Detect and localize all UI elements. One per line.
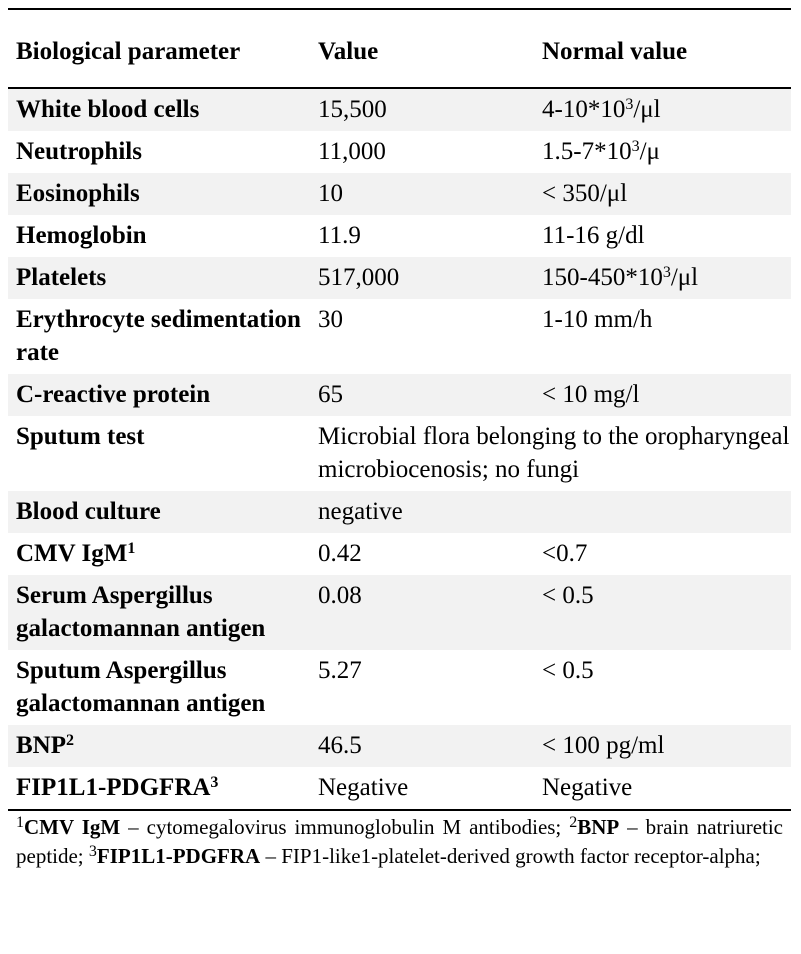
header-normal-value: Normal value	[542, 38, 688, 65]
parameter-value: Negative	[318, 774, 409, 801]
normal-value: <0.7	[542, 540, 588, 567]
parameter-value: 10	[310, 173, 534, 215]
table-row	[8, 131, 791, 173]
parameter-name	[8, 725, 310, 767]
parameter-name: C-reactive protein	[8, 374, 310, 416]
parameter-value: 15,500	[310, 89, 534, 131]
parameter-value: 30	[318, 306, 343, 333]
parameter-name-text: FIP1L1-PDGFRA	[16, 774, 211, 801]
normal-value: 1-10 mm/h	[542, 306, 653, 333]
table-row	[8, 215, 791, 257]
header-biological-parameter: Biological parameter	[16, 38, 241, 65]
table-row	[8, 533, 791, 575]
parameter-name: Hemoglobin	[16, 222, 147, 249]
footnote-marker: 3	[88, 843, 97, 860]
footnote-text: – cytomegalovirus immunoglobulin M antibodies;	[120, 815, 570, 839]
footnote-marker: 1	[127, 539, 136, 557]
normal-value	[534, 89, 791, 131]
parameter-value: Microbial flora belonging to the oropharyngeal microbiocenosis; no fungi	[318, 423, 790, 483]
table-row	[8, 299, 791, 374]
table-row	[8, 491, 791, 533]
parameter-name-text: BNP	[16, 732, 66, 759]
footnote-marker: 3	[210, 773, 219, 791]
parameter-value: 46.5	[310, 725, 534, 767]
table-row	[8, 575, 791, 650]
superscript: 3	[662, 263, 671, 281]
normal-value: < 100 pg/ml	[534, 725, 791, 767]
table-row	[8, 650, 791, 725]
footnote-marker: 2	[569, 814, 578, 831]
header-value: Value	[318, 38, 379, 65]
table-row	[8, 416, 791, 491]
parameter-name: Serum Aspergillus galactomannan antigen	[8, 575, 310, 650]
normal-value-text: 1.5-7*10	[542, 138, 632, 165]
normal-value	[534, 131, 791, 173]
table-footnotes	[8, 811, 791, 871]
parameter-name: Eosinophils	[8, 173, 310, 215]
footnote-term: CMV IgM	[24, 815, 121, 839]
footnote-marker: 2	[66, 731, 74, 749]
parameter-value: 5.27	[318, 657, 362, 684]
superscript: 3	[631, 137, 640, 155]
parameter-name: Sputum Aspergillus galactomannan antigen	[16, 657, 266, 717]
parameter-value: 11,000	[318, 138, 386, 165]
parameter-name: Blood culture	[8, 491, 310, 533]
normal-value: 11-16 g/dl	[542, 222, 645, 249]
normal-value: < 0.5	[542, 657, 594, 684]
parameter-name: White blood cells	[8, 89, 310, 131]
lab-results-body	[8, 89, 791, 809]
footnote-term: BNP	[577, 815, 620, 839]
parameter-name	[8, 533, 310, 575]
footnote-term: FIP1L1-PDGFRA	[96, 844, 261, 868]
normal-value	[534, 257, 791, 299]
parameter-name: Neutrophils	[16, 138, 142, 165]
normal-value: < 0.5	[534, 575, 791, 650]
parameter-name: Erythrocyte sedimentation rate	[16, 306, 301, 366]
parameter-name: Sputum test	[16, 423, 145, 450]
parameter-value: 11.9	[318, 222, 361, 249]
parameter-name: Platelets	[8, 257, 310, 299]
parameter-value: 0.42	[318, 540, 362, 567]
normal-value-unit: /μl	[633, 96, 661, 123]
normal-value-text: 4-10*10	[542, 96, 626, 123]
parameter-value: 0.08	[310, 575, 534, 650]
table-row	[8, 173, 791, 215]
normal-value: < 10 mg/l	[534, 374, 791, 416]
lab-results-table	[8, 10, 791, 87]
table-row	[8, 725, 791, 767]
lab-results-table-container	[8, 8, 791, 871]
superscript: 3	[625, 95, 634, 113]
footnote-text: – FIP1-like1-platelet-derived growth factor receptor-alpha;	[260, 844, 761, 868]
footnote-marker: 1	[16, 814, 24, 831]
parameter-value: negative	[310, 491, 534, 533]
header-row	[8, 10, 791, 87]
table-row	[8, 374, 791, 416]
table-row	[8, 767, 791, 809]
footnote-text: – brain natriuretic peptide;	[16, 815, 784, 868]
parameter-name	[8, 767, 310, 809]
normal-value: < 350/μl	[534, 173, 791, 215]
normal-value-text: 150-450*10	[542, 264, 663, 291]
table-row	[8, 257, 791, 299]
parameter-value: 65	[310, 374, 534, 416]
parameter-value: 517,000	[310, 257, 534, 299]
normal-value: Negative	[542, 774, 633, 801]
parameter-name-text: CMV IgM	[16, 540, 128, 567]
table-row	[8, 89, 791, 131]
normal-value	[534, 491, 791, 533]
normal-value-unit: /μ	[639, 138, 660, 165]
normal-value-unit: /μl	[670, 264, 699, 291]
